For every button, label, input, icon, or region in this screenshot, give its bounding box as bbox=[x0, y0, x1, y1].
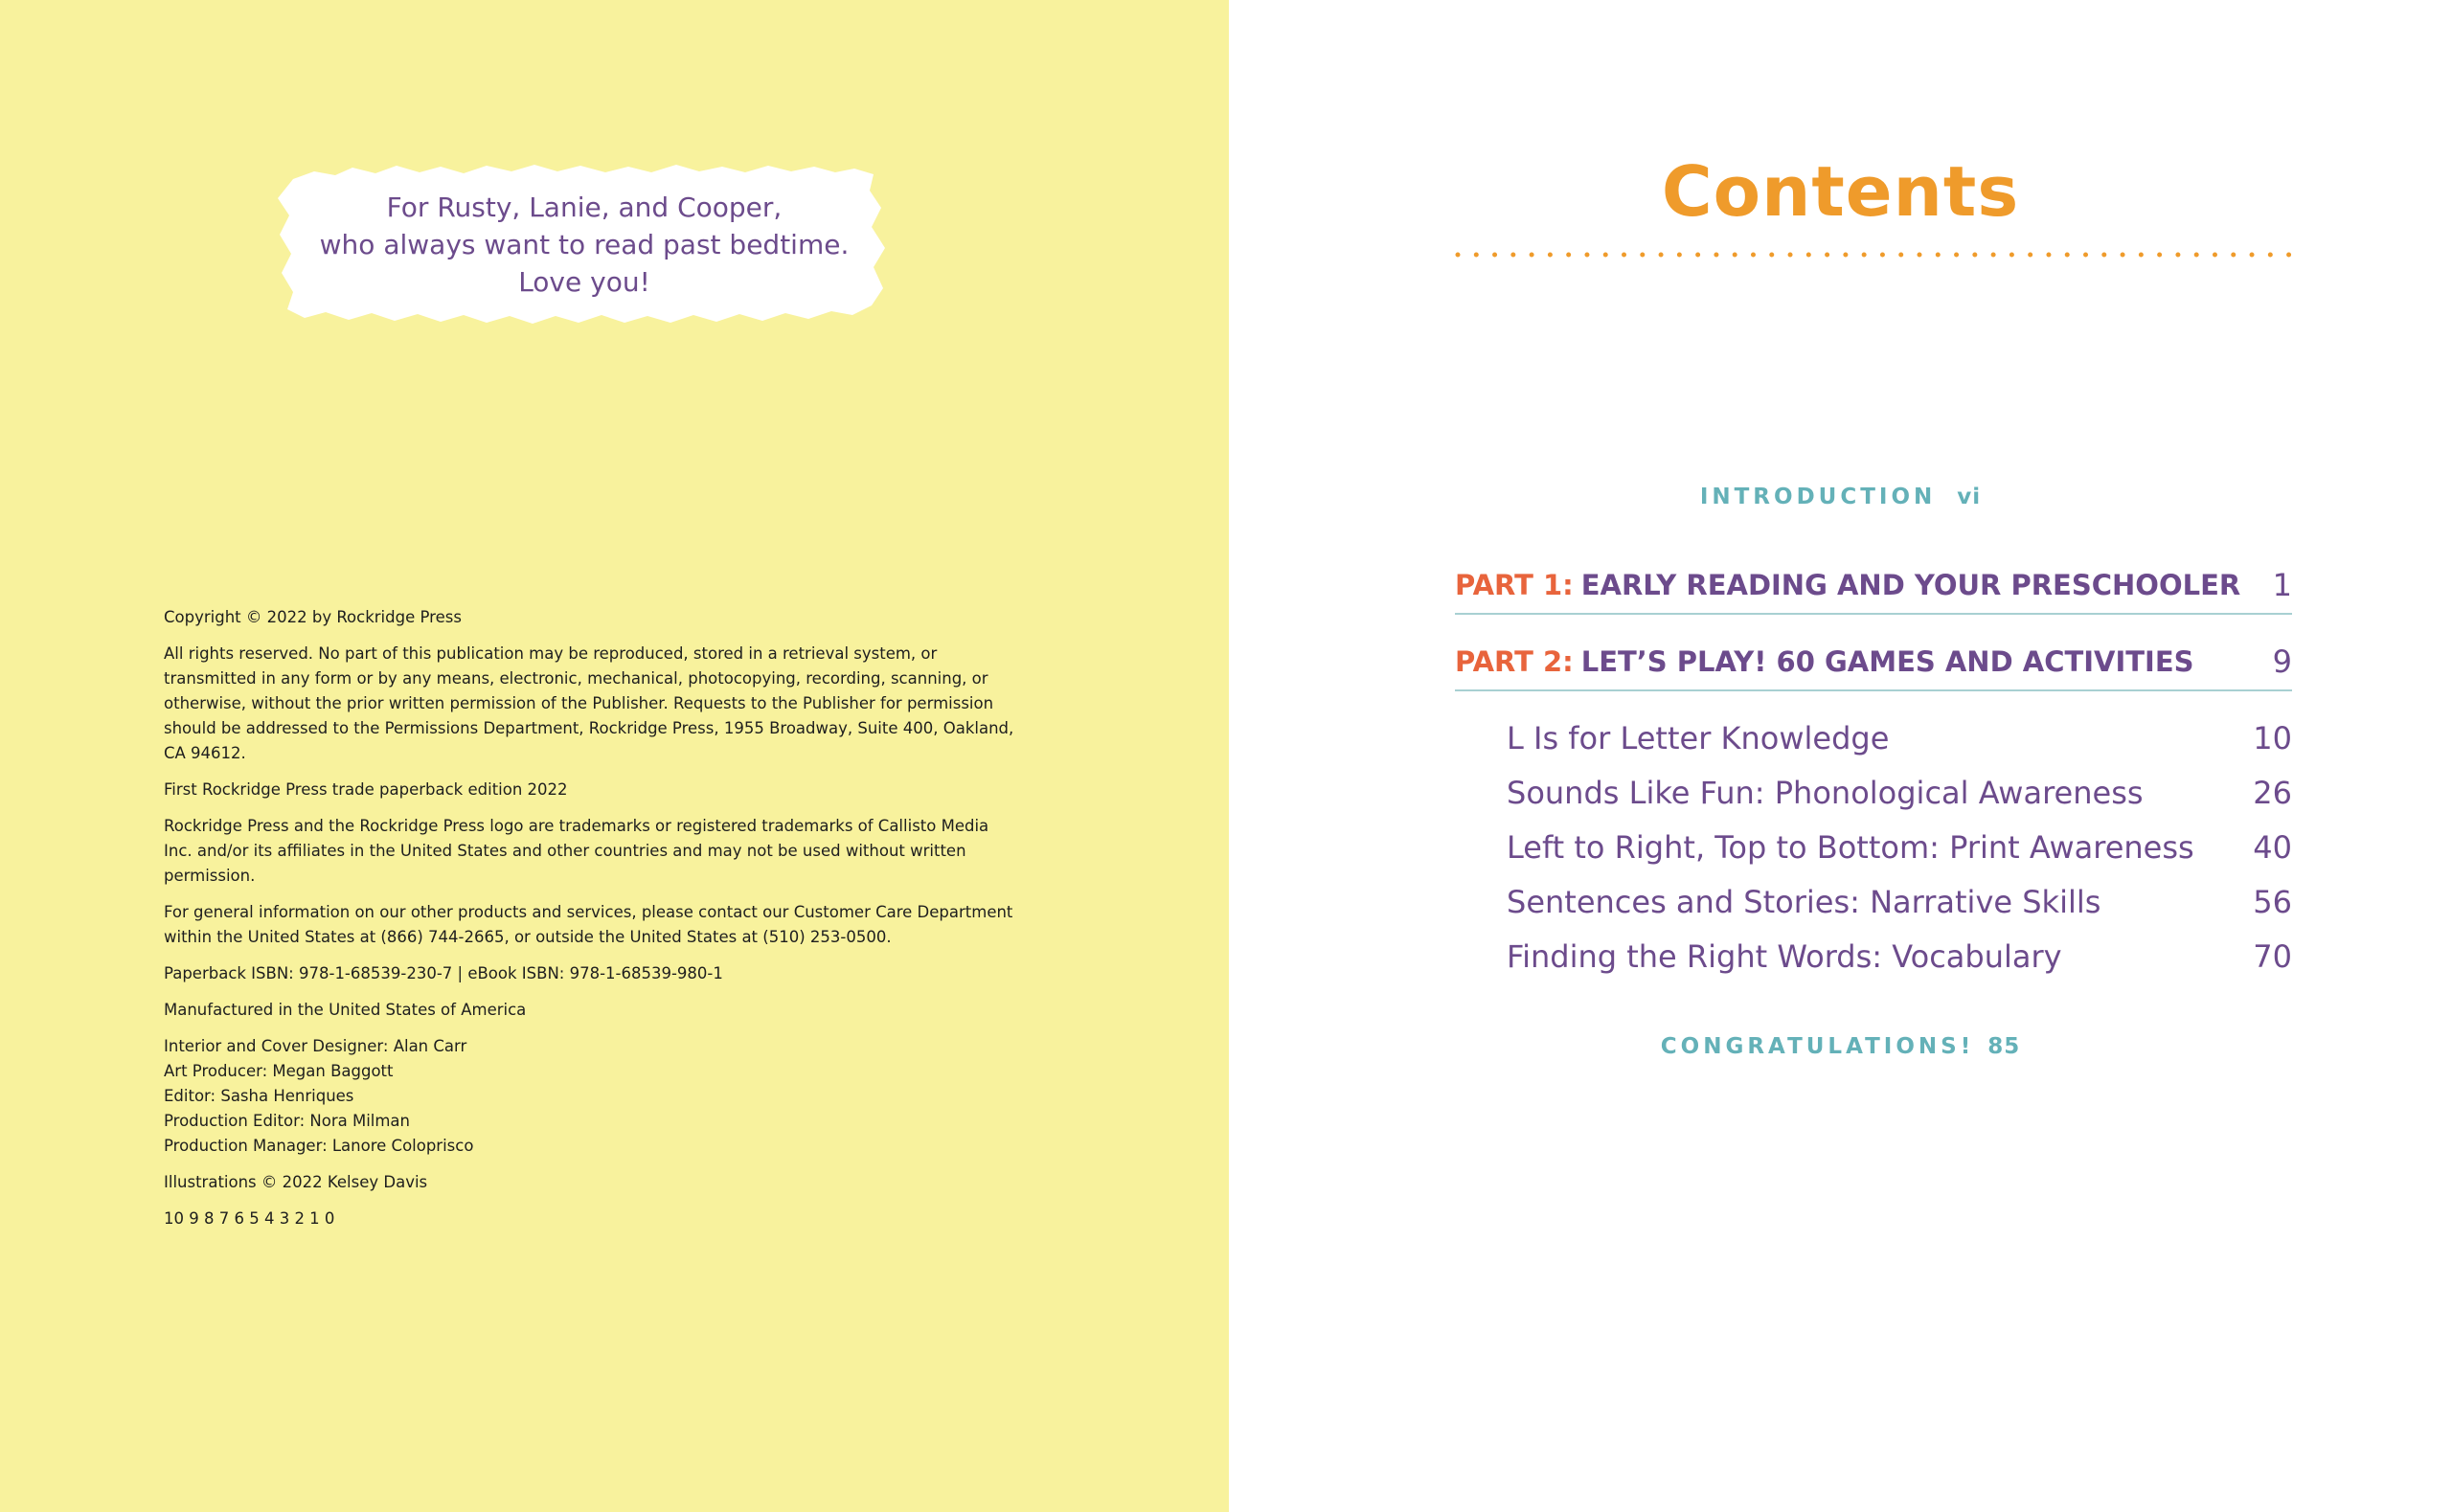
copyright-block bbox=[164, 605, 1016, 1243]
chapter-page: 56 bbox=[2253, 884, 2292, 920]
introduction-label: INTRODUCTION bbox=[1699, 485, 1937, 509]
part-2-entry[interactable] bbox=[1455, 640, 2292, 691]
contents-title: Contents bbox=[1661, 151, 2020, 232]
introduction-entry[interactable] bbox=[1229, 481, 2452, 513]
copyright-line: Copyright © 2022 by Rockridge Press bbox=[164, 608, 462, 626]
part-title: LET’S PLAY! 60 GAMES AND ACTIVITIES bbox=[1580, 645, 2194, 678]
credit-line: Interior and Cover Designer: Alan Carr bbox=[164, 1037, 467, 1055]
contact-paragraph: For general information on our other products and services, please contact our Customer Care Department within the United States at (866) 744-2665, or outside the United States at (510) 253-0500. bbox=[164, 903, 1013, 946]
part-number: PART 2: bbox=[1455, 645, 1574, 678]
dedication-line: who always want to read past bedtime. bbox=[319, 229, 850, 260]
part-title: EARLY READING AND YOUR PRESCHOOLER bbox=[1580, 569, 2241, 601]
chapter-page: 10 bbox=[2253, 720, 2292, 756]
congratulations-entry[interactable] bbox=[1229, 1030, 2452, 1063]
chapter-page: 70 bbox=[2253, 938, 2292, 975]
part-page: 9 bbox=[2272, 643, 2292, 680]
dedication-label bbox=[276, 160, 893, 328]
introduction-page: vi bbox=[1957, 485, 1982, 509]
chapter-entry[interactable] bbox=[1507, 720, 2292, 775]
part-label bbox=[1455, 645, 2194, 678]
part-1-entry[interactable] bbox=[1455, 563, 2292, 615]
chapter-list bbox=[1507, 720, 2292, 993]
chapter-page: 26 bbox=[2253, 775, 2292, 811]
dedication-text bbox=[276, 189, 893, 301]
credit-line: Editor: Sasha Henriques bbox=[164, 1087, 354, 1105]
dedication-line: For Rusty, Lanie, and Cooper, bbox=[386, 192, 783, 223]
part-page: 1 bbox=[2272, 567, 2292, 603]
part-label bbox=[1455, 569, 2240, 601]
congratulations-label: CONGRATULATIONS! bbox=[1660, 1034, 1975, 1059]
congratulations-page: 85 bbox=[1987, 1034, 2021, 1059]
part-number: PART 1: bbox=[1455, 569, 1574, 601]
chapter-title: Finding the Right Words: Vocabulary bbox=[1507, 938, 2062, 975]
rights-paragraph: All rights reserved. No part of this publication may be reproduced, stored in a retrieval system, or transmitted in any form or by any means, electronic, mechanical, photocopying, recording, scanning, or otherwise, without the prior written permission of the Publisher. Requests to the Publisher for permission should be addressed to the Permissions Department, Rockridge Press, 1955 Broadway, Suite 400, Oakland, CA 94612. bbox=[164, 644, 1014, 762]
chapter-title: L Is for Letter Knowledge bbox=[1507, 720, 1890, 756]
chapter-entry[interactable] bbox=[1507, 775, 2292, 829]
credits-list bbox=[164, 1034, 1016, 1159]
chapter-title: Sounds Like Fun: Phonological Awareness bbox=[1507, 775, 2144, 811]
credit-line: Art Producer: Megan Baggott bbox=[164, 1062, 394, 1080]
manufactured-line: Manufactured in the United States of America bbox=[164, 1001, 527, 1019]
chapter-title: Left to Right, Top to Bottom: Print Awareness bbox=[1507, 829, 2194, 866]
isbn-line: Paperback ISBN: 978-1-68539-230-7 | eBook ISBN: 978-1-68539-980-1 bbox=[164, 964, 723, 982]
chapter-page: 40 bbox=[2253, 829, 2292, 866]
chapter-entry[interactable] bbox=[1507, 829, 2292, 884]
illustrations-line: Illustrations © 2022 Kelsey Davis bbox=[164, 1173, 428, 1191]
credit-line: Production Manager: Lanore Coloprisco bbox=[164, 1137, 474, 1155]
credit-line: Production Editor: Nora Milman bbox=[164, 1112, 410, 1130]
chapter-entry[interactable] bbox=[1507, 938, 2292, 993]
trademark-paragraph: Rockridge Press and the Rockridge Press logo are trademarks or registered trademarks of Callisto Media Inc. and/or its affiliates in the United States and other countries and may not be used without written permission. bbox=[164, 817, 989, 885]
chapter-entry[interactable] bbox=[1507, 884, 2292, 938]
printing-line: 10 9 8 7 6 5 4 3 2 1 0 bbox=[164, 1209, 335, 1228]
edition-line: First Rockridge Press trade paperback edition 2022 bbox=[164, 780, 568, 799]
dedication-line: Love you! bbox=[518, 266, 650, 298]
dotted-divider bbox=[1455, 249, 2292, 260]
chapter-title: Sentences and Stories: Narrative Skills bbox=[1507, 884, 2101, 920]
